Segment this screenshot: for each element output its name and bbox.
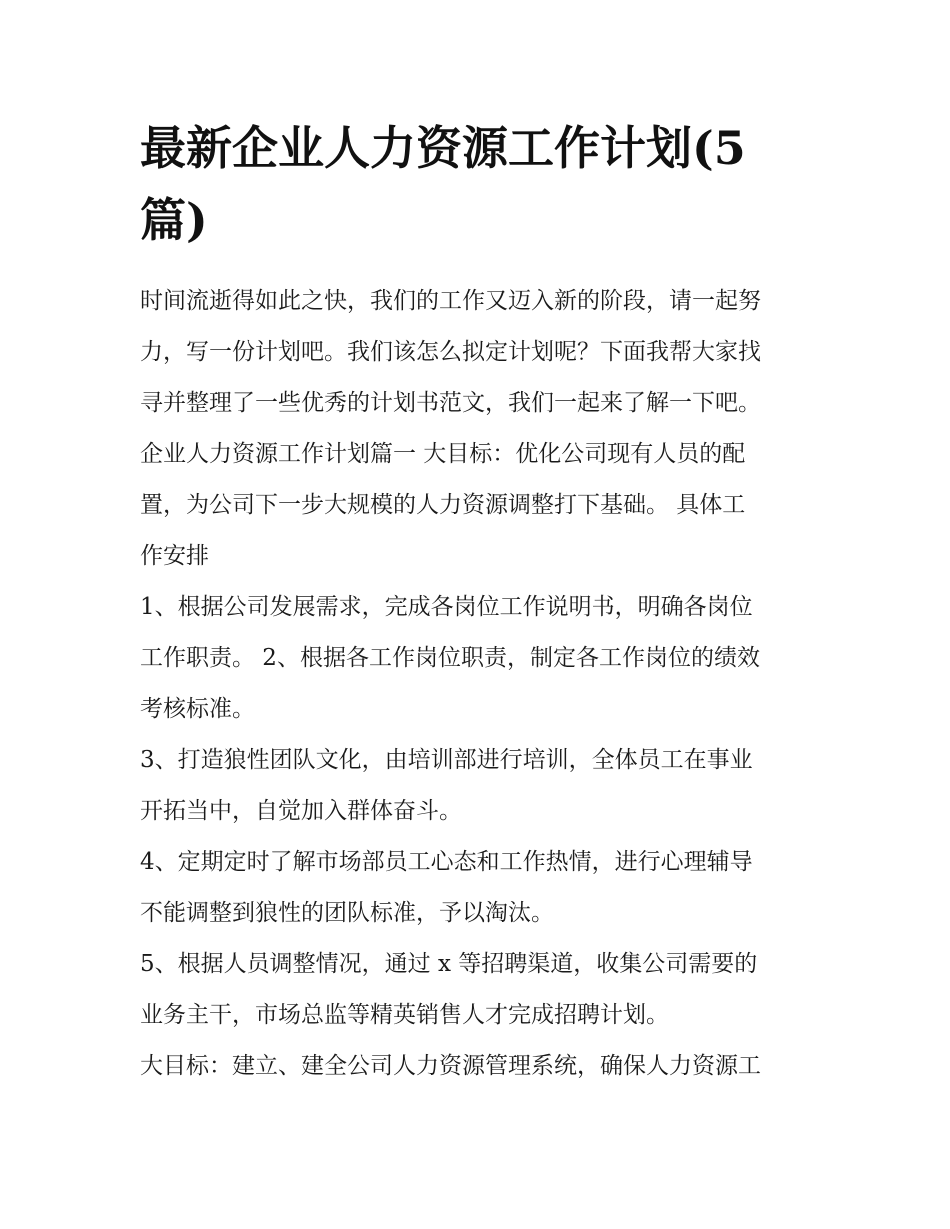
body-line: 4、定期定时了解市场部员工心态和工作热情，进行心理辅导 bbox=[140, 849, 753, 875]
body-line: 业务主干，市场总监等精英销售人才完成招聘计划。 bbox=[140, 1002, 669, 1028]
document-body bbox=[140, 276, 830, 1092]
body-line: 大目标：建立、建全公司人力资源管理系统，确保人力资源工 bbox=[140, 1053, 761, 1079]
body-line: 寻并整理了一些优秀的计划书范文，我们一起来了解一下吧。 bbox=[140, 390, 761, 416]
document-title bbox=[140, 112, 830, 256]
body-line: 作安排 bbox=[140, 543, 209, 569]
body-line: 企业人力资源工作计划篇一 大目标：优化公司现有人员的配 bbox=[140, 441, 746, 467]
body-line: 3、打造狼性团队文化，由培训部进行培训，全体员工在事业 bbox=[140, 747, 753, 773]
body-line: 1、根据公司发展需求，完成各岗位工作说明书，明确各岗位 bbox=[140, 594, 753, 620]
body-line: 不能调整到狼性的团队标准，予以淘汰。 bbox=[140, 900, 554, 926]
body-line: 工作职责。 2、根据各工作岗位职责，制定各工作岗位的绩效 bbox=[140, 645, 760, 671]
body-line: 力，写一份计划吧。我们该怎么拟定计划呢？下面我帮大家找 bbox=[140, 339, 761, 365]
body-line: 5、根据人员调整情况，通过 x 等招聘渠道，收集公司需要的 bbox=[140, 951, 758, 977]
body-line: 置，为公司下一步大规模的人力资源调整打下基础。 具体工 bbox=[140, 492, 746, 518]
body-line: 考核标准。 bbox=[140, 696, 255, 722]
body-line: 开拓当中，自觉加入群体奋斗。 bbox=[140, 798, 462, 824]
title-line: 篇) bbox=[140, 193, 208, 247]
body-line: 时间流逝得如此之快，我们的工作又迈入新的阶段，请一起努 bbox=[140, 288, 761, 314]
title-line: 最新企业人力资源工作计划(5 bbox=[140, 121, 746, 175]
